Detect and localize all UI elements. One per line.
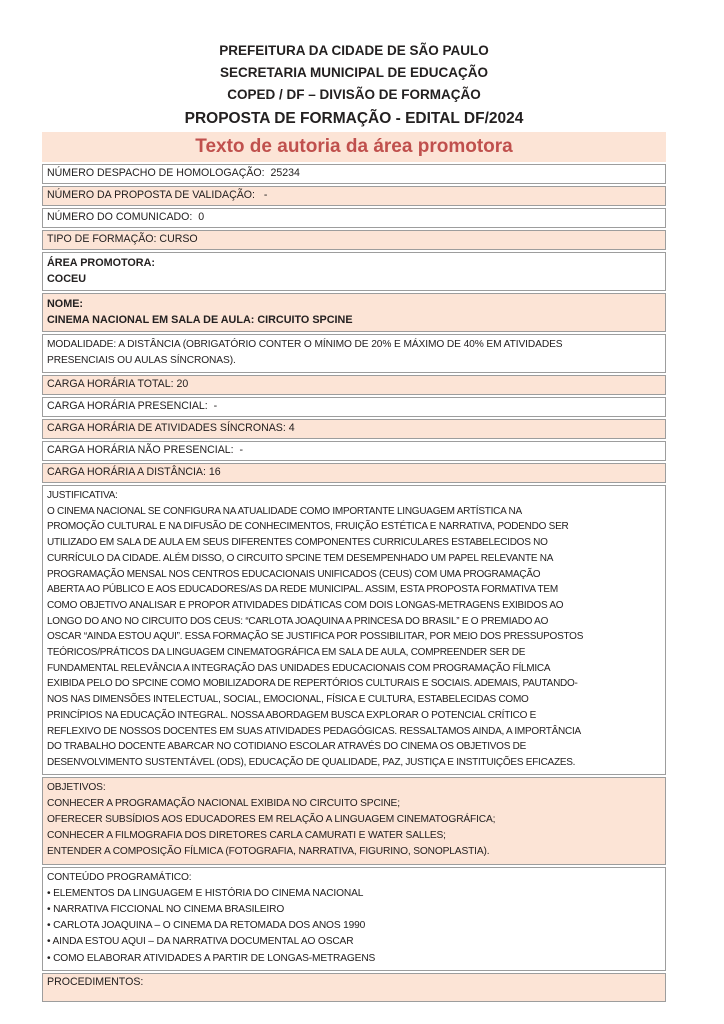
- text-line: CARGA HORÁRIA TOTAL: 20: [47, 378, 189, 390]
- text-line: COCEU: [47, 273, 86, 285]
- text-line: CONHECER A PROGRAMAÇÃO NACIONAL EXIBIDA NO CIRCUITO SPCINE;: [47, 797, 400, 809]
- text-line: DO TRABALHO DOCENTE ABARCAR NO COTIDIANO ESCOLAR ATRAVÉS DO CINEMA OS OBJETIVOS DE: [47, 741, 527, 753]
- text-line: OFERECER SUBSÍDIOS AOS EDUCADORES EM RELAÇÃO A LINGUAGEM CINEMATOGRÁFICA;: [47, 814, 496, 826]
- field-modalidade: [42, 334, 666, 373]
- section-justificativa: [42, 485, 666, 775]
- header-line-coped: COPED / DF – DIVISÃO DE FORMAÇÃO: [227, 87, 481, 102]
- text-line: PROGRAMAÇÃO MENSAL NOS CENTROS EDUCACIONAIS UNIFICADOS (CEUS) COM UMA PROGRAMAÇÃO: [47, 568, 541, 580]
- field-numero-comunicado: [42, 208, 666, 228]
- text-line: OSCAR “AINDA ESTOU AQUI”. ESSA FORMAÇÃO SE JUSTIFICA POR POSSIBILITAR, POR MEIO DOS PRESSUPOSTOS: [47, 631, 584, 643]
- header-line-secretaria: SECRETARIA MUNICIPAL DE EDUCAÇÃO: [219, 65, 488, 80]
- text-line: ÁREA PROMOTORA:: [47, 257, 155, 269]
- section-objetivos: [42, 777, 666, 865]
- text-line: COMO OBJETIVO ANALISAR E PROPOR ATIVIDADES DIDÁTICAS COM DOIS LONGAS-METRAGENS EXIBIDOS AO: [47, 599, 564, 611]
- field-tipo-formacao: [42, 230, 666, 250]
- text-line: DESENVOLVIMENTO SUSTENTÁVEL (ODS), EDUCAÇÃO DE QUALIDADE, PAZ, JUSTIÇA E INSTITUIÇÕES EFICAZES.: [47, 756, 576, 768]
- text-line: CARGA HORÁRIA DE ATIVIDADES SÍNCRONAS: 4: [47, 422, 295, 434]
- field-carga-horaria-presencial: [42, 397, 666, 417]
- text-line: EXIBIDA PELO DO SPCINE COMO MOBILIZADORA DE REPERTÓRIOS CULTURAIS E SOCIAIS. ADEMAIS, PAUTANDO-: [47, 678, 578, 690]
- text-line: CARGA HORÁRIA NÃO PRESENCIAL: -: [47, 444, 244, 456]
- text-line: CARGA HORÁRIA A DISTÂNCIA: 16: [47, 466, 221, 478]
- field-carga-horaria-total: [42, 375, 666, 395]
- text-line: OBJETIVOS:: [47, 781, 106, 793]
- text-line: JUSTIFICATIVA:: [47, 490, 118, 501]
- text-line: CONHECER A FILMOGRAFIA DOS DIRETORES CARLA CAMURATI E WATER SALLES;: [47, 830, 446, 842]
- field-numero-proposta-validacao: [42, 186, 666, 206]
- text-line: MODALIDADE: A DISTÂNCIA (OBRIGATÓRIO CONTER O MÍNIMO DE 20% E MÁXIMO DE 40% EM ATIVIDADES: [47, 339, 563, 350]
- text-line: FUNDAMENTAL RELEVÂNCIA A INTEGRAÇÃO DAS UNIDADES EDUCACIONAIS COM PROGRAMAÇÃO FÍLMICA: [47, 662, 551, 674]
- text-line: UTILIZADO EM SALA DE AULA EM SEUS DIFERENTES COMPONENTES CURRICULARES ESTABELECIDOS NO: [47, 537, 548, 549]
- text-line: O CINEMA NACIONAL SE CONFIGURA NA ATUALIDADE COMO IMPORTANTE LINGUAGEM ARTÍSTICA NA: [47, 505, 522, 517]
- text-line: CURRÍCULO DA CIDADE. ALÉM DISSO, O CIRCUITO SPCINE TEM DESEMPENHADO UM PAPEL RELEVANTE NA: [47, 552, 554, 564]
- text-line: • AINDA ESTOU AQUI – DA NARRATIVA DOCUMENTAL AO OSCAR: [47, 936, 354, 948]
- text-line: NÚMERO DA PROPOSTA DE VALIDAÇÃO: -: [47, 189, 268, 201]
- text-line: ENTENDER A COMPOSIÇÃO FÍLMICA (FOTOGRAFIA, NARRATIVA, FIGURINO, SONOPLASTIA).: [47, 846, 490, 858]
- document-header: [42, 40, 666, 132]
- text-line: ABERTA AO PÚBLICO E AOS EDUCADORES/AS DA REDE MUNICIPAL. ASSIM, ESTA PROPOSTA FORMATIVA TEM: [47, 584, 558, 596]
- text-line: • ELEMENTOS DA LINGUAGEM E HISTÓRIA DO CINEMA NACIONAL: [47, 887, 364, 899]
- text-line: NOME:: [47, 298, 83, 310]
- text-line: NOS NAS DIMENSÕES INTELECTUAL, SOCIAL, EMOCIONAL, FÍSICA E CULTURA, ESTABELECIDAS COMO: [47, 694, 529, 706]
- form-rows: [42, 164, 666, 1002]
- header-line-prefeitura: PREFEITURA DA CIDADE DE SÃO PAULO: [219, 43, 489, 58]
- field-carga-horaria-a-distancia: [42, 463, 666, 483]
- text-line: PRESENCIAIS OU AULAS SÍNCRONAS).: [47, 355, 236, 366]
- text-line: LONGO DO ANO NO CIRCUITO DOS CEUS: “CARLOTA JOAQUINA A PRINCESA DO BRASIL” E O PREMIADO AO: [47, 615, 549, 627]
- text-line: PROCEDIMENTOS:: [47, 975, 144, 988]
- text-line: TEÓRICOS/PRÁTICOS DA LINGUAGEM CINEMATOGRÁFICA EM SALA DE AULA, COMPREENDER SER DE: [47, 647, 526, 659]
- text-line: • CARLOTA JOAQUINA – O CINEMA DA RETOMADA DOS ANOS 1990: [47, 920, 366, 932]
- text-line: CARGA HORÁRIA PRESENCIAL: -: [47, 400, 218, 412]
- proposal-form: [42, 40, 666, 1004]
- text-line: PROMOÇÃO CULTURAL E NA DIFUSÃO DE CONHECIMENTOS, FRUIÇÃO ESTÉTICA E NARRATIVA, PODENDO SER: [47, 521, 569, 533]
- section-procedimentos: [42, 973, 666, 1002]
- text-line: PRINCÍPIOS NA EDUCAÇÃO INTEGRAL. NOSSA ABORDAGEM BUSCA EXPLORAR O POTENCIAL CRÍTICO E: [47, 709, 537, 721]
- text-line: TIPO DE FORMAÇÃO: CURSO: [47, 233, 198, 245]
- text-line: • COMO ELABORAR ATIVIDADES A PARTIR DE LONGAS-METRAGENS: [47, 952, 376, 964]
- field-carga-horaria-nao-presencial: [42, 441, 666, 461]
- text-line: NÚMERO DESPACHO DE HOMOLOGAÇÃO: 25234: [47, 167, 300, 179]
- field-numero-despacho-homologacao: [42, 164, 666, 184]
- text-line: CONTEÚDO PROGRAMÁTICO:: [47, 871, 192, 883]
- section-conteudo-programatico: [42, 867, 666, 971]
- authorship-banner: Texto de autoria da área promotora: [42, 132, 666, 162]
- text-line: REFLEXIVO DE NOSSOS DOCENTES EM SUAS ATIVIDADES PEDAGÓGICAS. RESSALTAMOS AINDA, A IMPORTÂNCIA: [47, 725, 581, 737]
- text-line: NÚMERO DO COMUNICADO: 0: [47, 211, 205, 223]
- field-nome: [42, 293, 666, 332]
- text-line: • NARRATIVA FICCIONAL NO CINEMA BRASILEIRO: [47, 904, 285, 916]
- field-carga-horaria-atividades-sincronas: [42, 419, 666, 439]
- header-line-proposta: PROPOSTA DE FORMAÇÃO - EDITAL DF/2024: [184, 110, 524, 127]
- field-area-promotora: [42, 252, 666, 291]
- text-line: CINEMA NACIONAL EM SALA DE AULA: CIRCUITO SPCINE: [47, 314, 353, 326]
